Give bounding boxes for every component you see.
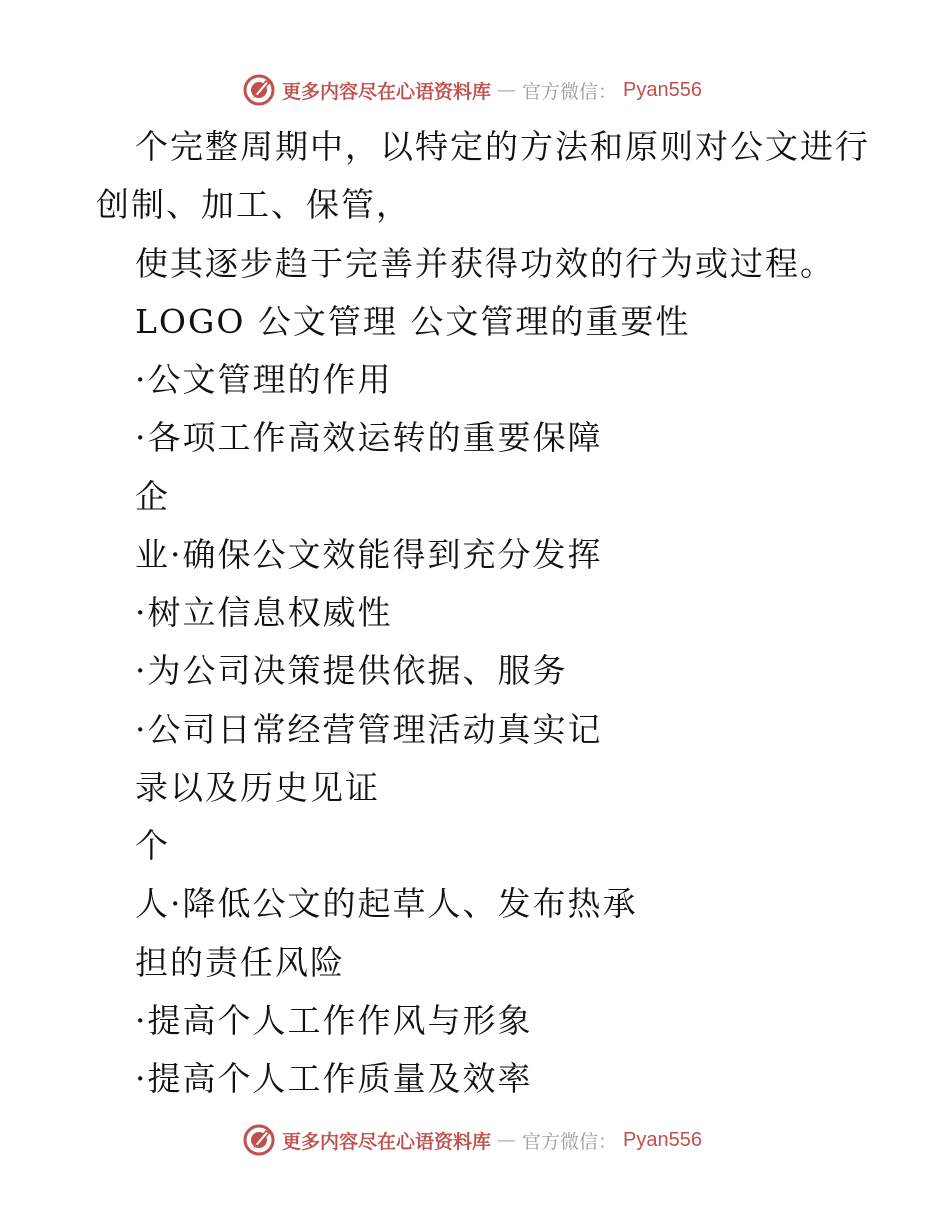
text-line-1: 个完整周期中，以特定的方法和原则对公文进行 (135, 127, 870, 166)
text-line-16: ·提高个人工作作风与形象 (135, 1001, 533, 1040)
header-banner-wechat-label: 官方微信： (522, 80, 618, 103)
text-line-13: 个 (135, 826, 170, 865)
quill-logo-icon (242, 1123, 276, 1157)
text-line-15: 担的责任风险 (135, 943, 345, 982)
footer-watermark-banner (0, 1120, 950, 1160)
text-line-9: ·树立信息权威性 (135, 593, 393, 632)
text-line-17: ·提高个人工作质量及效率 (135, 1059, 533, 1098)
footer-banner-wechat-id: Pyan556 (623, 1128, 702, 1151)
text-line-4: LOGO 公文管理 公文管理的重要性 (135, 302, 691, 341)
header-banner-text: 更多内容尽在心语资料库 (282, 80, 492, 103)
text-line-8: 业·确保公文效能得到充分发挥 (135, 535, 603, 574)
header-watermark-banner (0, 70, 950, 110)
text-line-5: ·公文管理的作用 (135, 360, 393, 399)
text-line-3: 使其逐步趋于完善并获得功效的行为或过程。 (135, 244, 835, 283)
footer-banner-text: 更多内容尽在心语资料库 (282, 1130, 492, 1153)
text-line-14: 人·降低公文的起草人、发布热承 (135, 884, 638, 923)
footer-banner-wechat-label: 官方微信： (522, 1130, 618, 1153)
header-banner-wechat-id: Pyan556 (623, 78, 702, 101)
text-line-10: ·为公司决策提供依据、服务 (135, 651, 568, 690)
text-line-6: ·各项工作高效运转的重要保障 (135, 418, 603, 457)
footer-banner-content (242, 1123, 702, 1157)
header-banner-content (242, 73, 702, 107)
text-line-11: ·公司日常经营管理活动真实记 (135, 710, 603, 749)
header-banner-dash: — (497, 79, 517, 101)
text-line-7: 企 (135, 477, 170, 516)
text-line-2: 创制、加工、保管， (96, 185, 411, 224)
text-line-12: 录以及历史见证 (135, 768, 380, 807)
quill-logo-icon (242, 73, 276, 107)
footer-banner-dash: — (497, 1129, 517, 1151)
